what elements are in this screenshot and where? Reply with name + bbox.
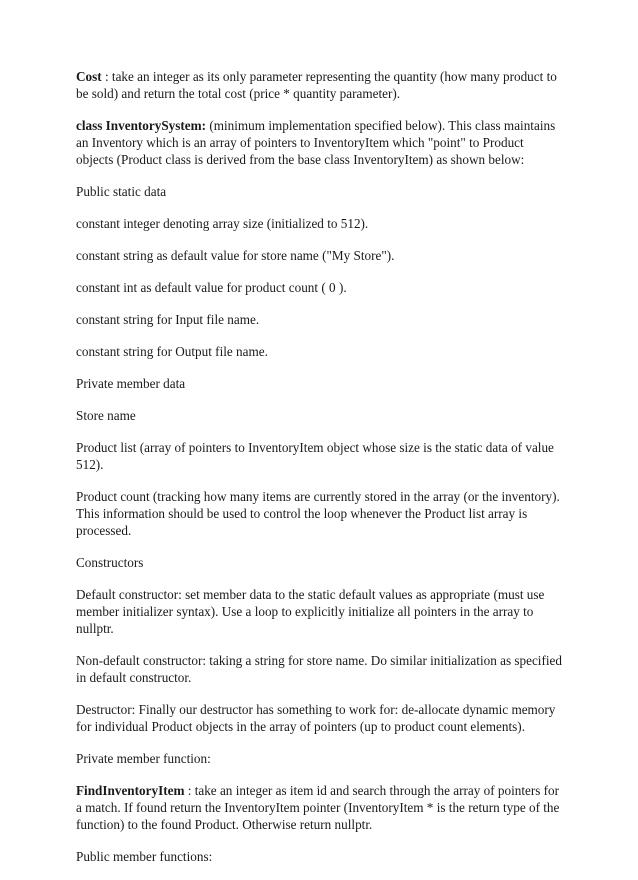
class-inventory-paragraph [76, 117, 564, 168]
private-member-function-heading: Private member function: [76, 751, 211, 766]
const-output-file: constant string for Output file name. [76, 344, 268, 359]
destructor-item: Destructor: Finally our destructor has something to work for: de-allocate dynamic memory for individual Product objects in the array of pointers (up to product count elements). [76, 702, 556, 734]
const-array-size: constant integer denoting array size (initialized to 512). [76, 216, 369, 231]
find-inventory-item-paragraph [76, 782, 564, 833]
public-member-functions-heading: Public member functions: [76, 849, 213, 864]
store-name-item: Store name [76, 408, 136, 423]
cost-term: Cost [76, 69, 102, 84]
const-product-count: constant int as default value for product count ( 0 ). [76, 280, 347, 295]
cost-description: : take an integer as its only parameter representing the quantity (how many product to be sold) and return the total cost (price * quantity parameter). [76, 69, 557, 101]
private-member-data-heading: Private member data [76, 376, 186, 391]
product-list-item: Product list (array of pointers to InventoryItem object whose size is the static data of value 512). [76, 440, 554, 472]
const-input-file: constant string for Input file name. [76, 312, 260, 327]
find-inventory-item-description: : take an integer as item id and search through the array of pointers for a match. If found return the InventoryItem pointer (InventoryItem * is the return type of the function) to the found Product. Otherwise return nullptr. [76, 783, 560, 832]
public-static-heading: Public static data [76, 184, 167, 199]
cost-paragraph [76, 68, 564, 102]
product-count-item: Product count (tracking how many items are currently stored in the array (or the inventory). This information should be used to control the loop whenever the Product list array is processed. [76, 489, 560, 538]
document-page [76, 68, 564, 880]
non-default-constructor-item: Non-default constructor: taking a string for store name. Do similar initialization as specified in default constructor. [76, 653, 562, 685]
constructors-heading: Constructors [76, 555, 144, 570]
find-inventory-item-term: FindInventoryItem [76, 783, 185, 798]
const-store-name: constant string as default value for store name ("My Store"). [76, 248, 395, 263]
default-constructor-item: Default constructor: set member data to the static default values as appropriate (must use member initializer syntax). Use a loop to explicitly initialize all pointers in the array to nullptr. [76, 587, 545, 636]
class-inventory-description: (minimum implementation specified below). This class maintains an Inventory which is an array of pointers to InventoryItem which "point" to Product objects (Product class is derived from the base class InventoryItem) as shown below: [76, 118, 556, 167]
class-inventory-term: class InventorySystem: [76, 118, 207, 133]
